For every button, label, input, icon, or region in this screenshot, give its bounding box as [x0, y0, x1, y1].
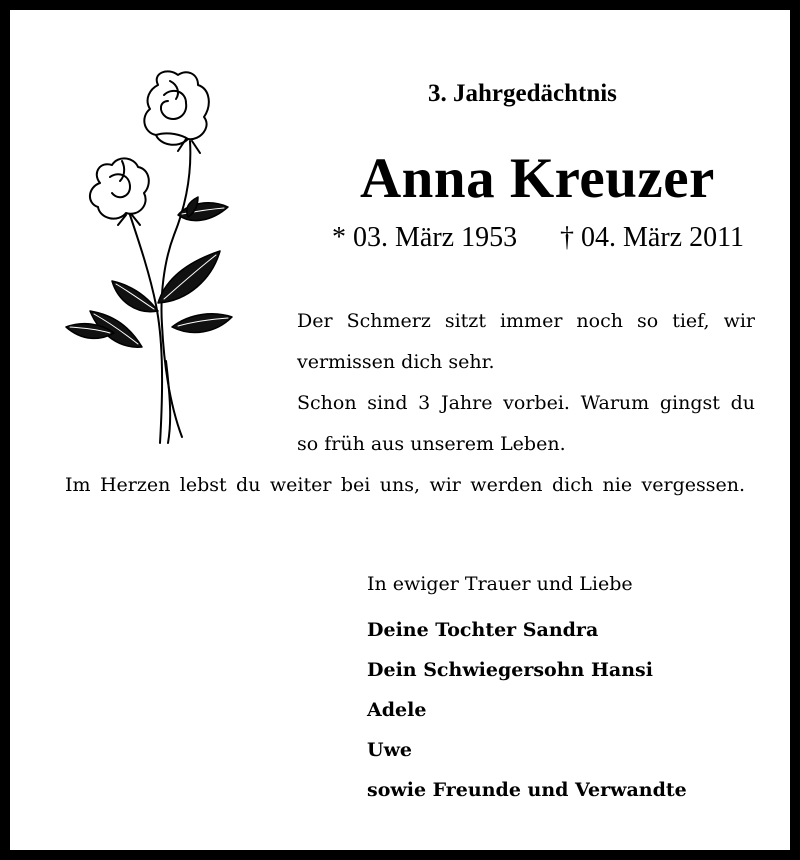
mourner-name: sowie Freunde und Verwandte — [367, 779, 687, 801]
deceased-name: Anna Kreuzer — [360, 147, 715, 210]
rose-illustration-icon — [60, 65, 250, 450]
poem-line: vermissen dich sehr. — [297, 351, 495, 373]
poem-line: Der Schmerz sitzt immer noch so tief, wir — [297, 310, 755, 332]
poem-line: so früh aus unserem Leben. — [297, 433, 566, 455]
birth-date: * 03. März 1953 — [332, 222, 518, 253]
mourner-name: Uwe — [367, 739, 413, 761]
death-date: † 04. März 2011 — [560, 222, 745, 253]
poem-line: Im Herzen lebst du weiter bei uns, wir werden dich nie vergessen. — [65, 474, 745, 496]
mourners-list — [367, 615, 687, 815]
mourner-name: Deine Tochter Sandra — [367, 619, 599, 641]
mourner-name: Dein Schwiegersohn Hansi — [367, 659, 653, 681]
poem-line: Schon sind 3 Jahre vorbei. Warum gingst du — [297, 392, 755, 414]
closing-phrase: In ewiger Trauer und Liebe — [367, 573, 633, 595]
mourner-name: Adele — [367, 699, 427, 721]
anniversary-heading: 3. Jahrgedächtnis — [428, 80, 617, 107]
